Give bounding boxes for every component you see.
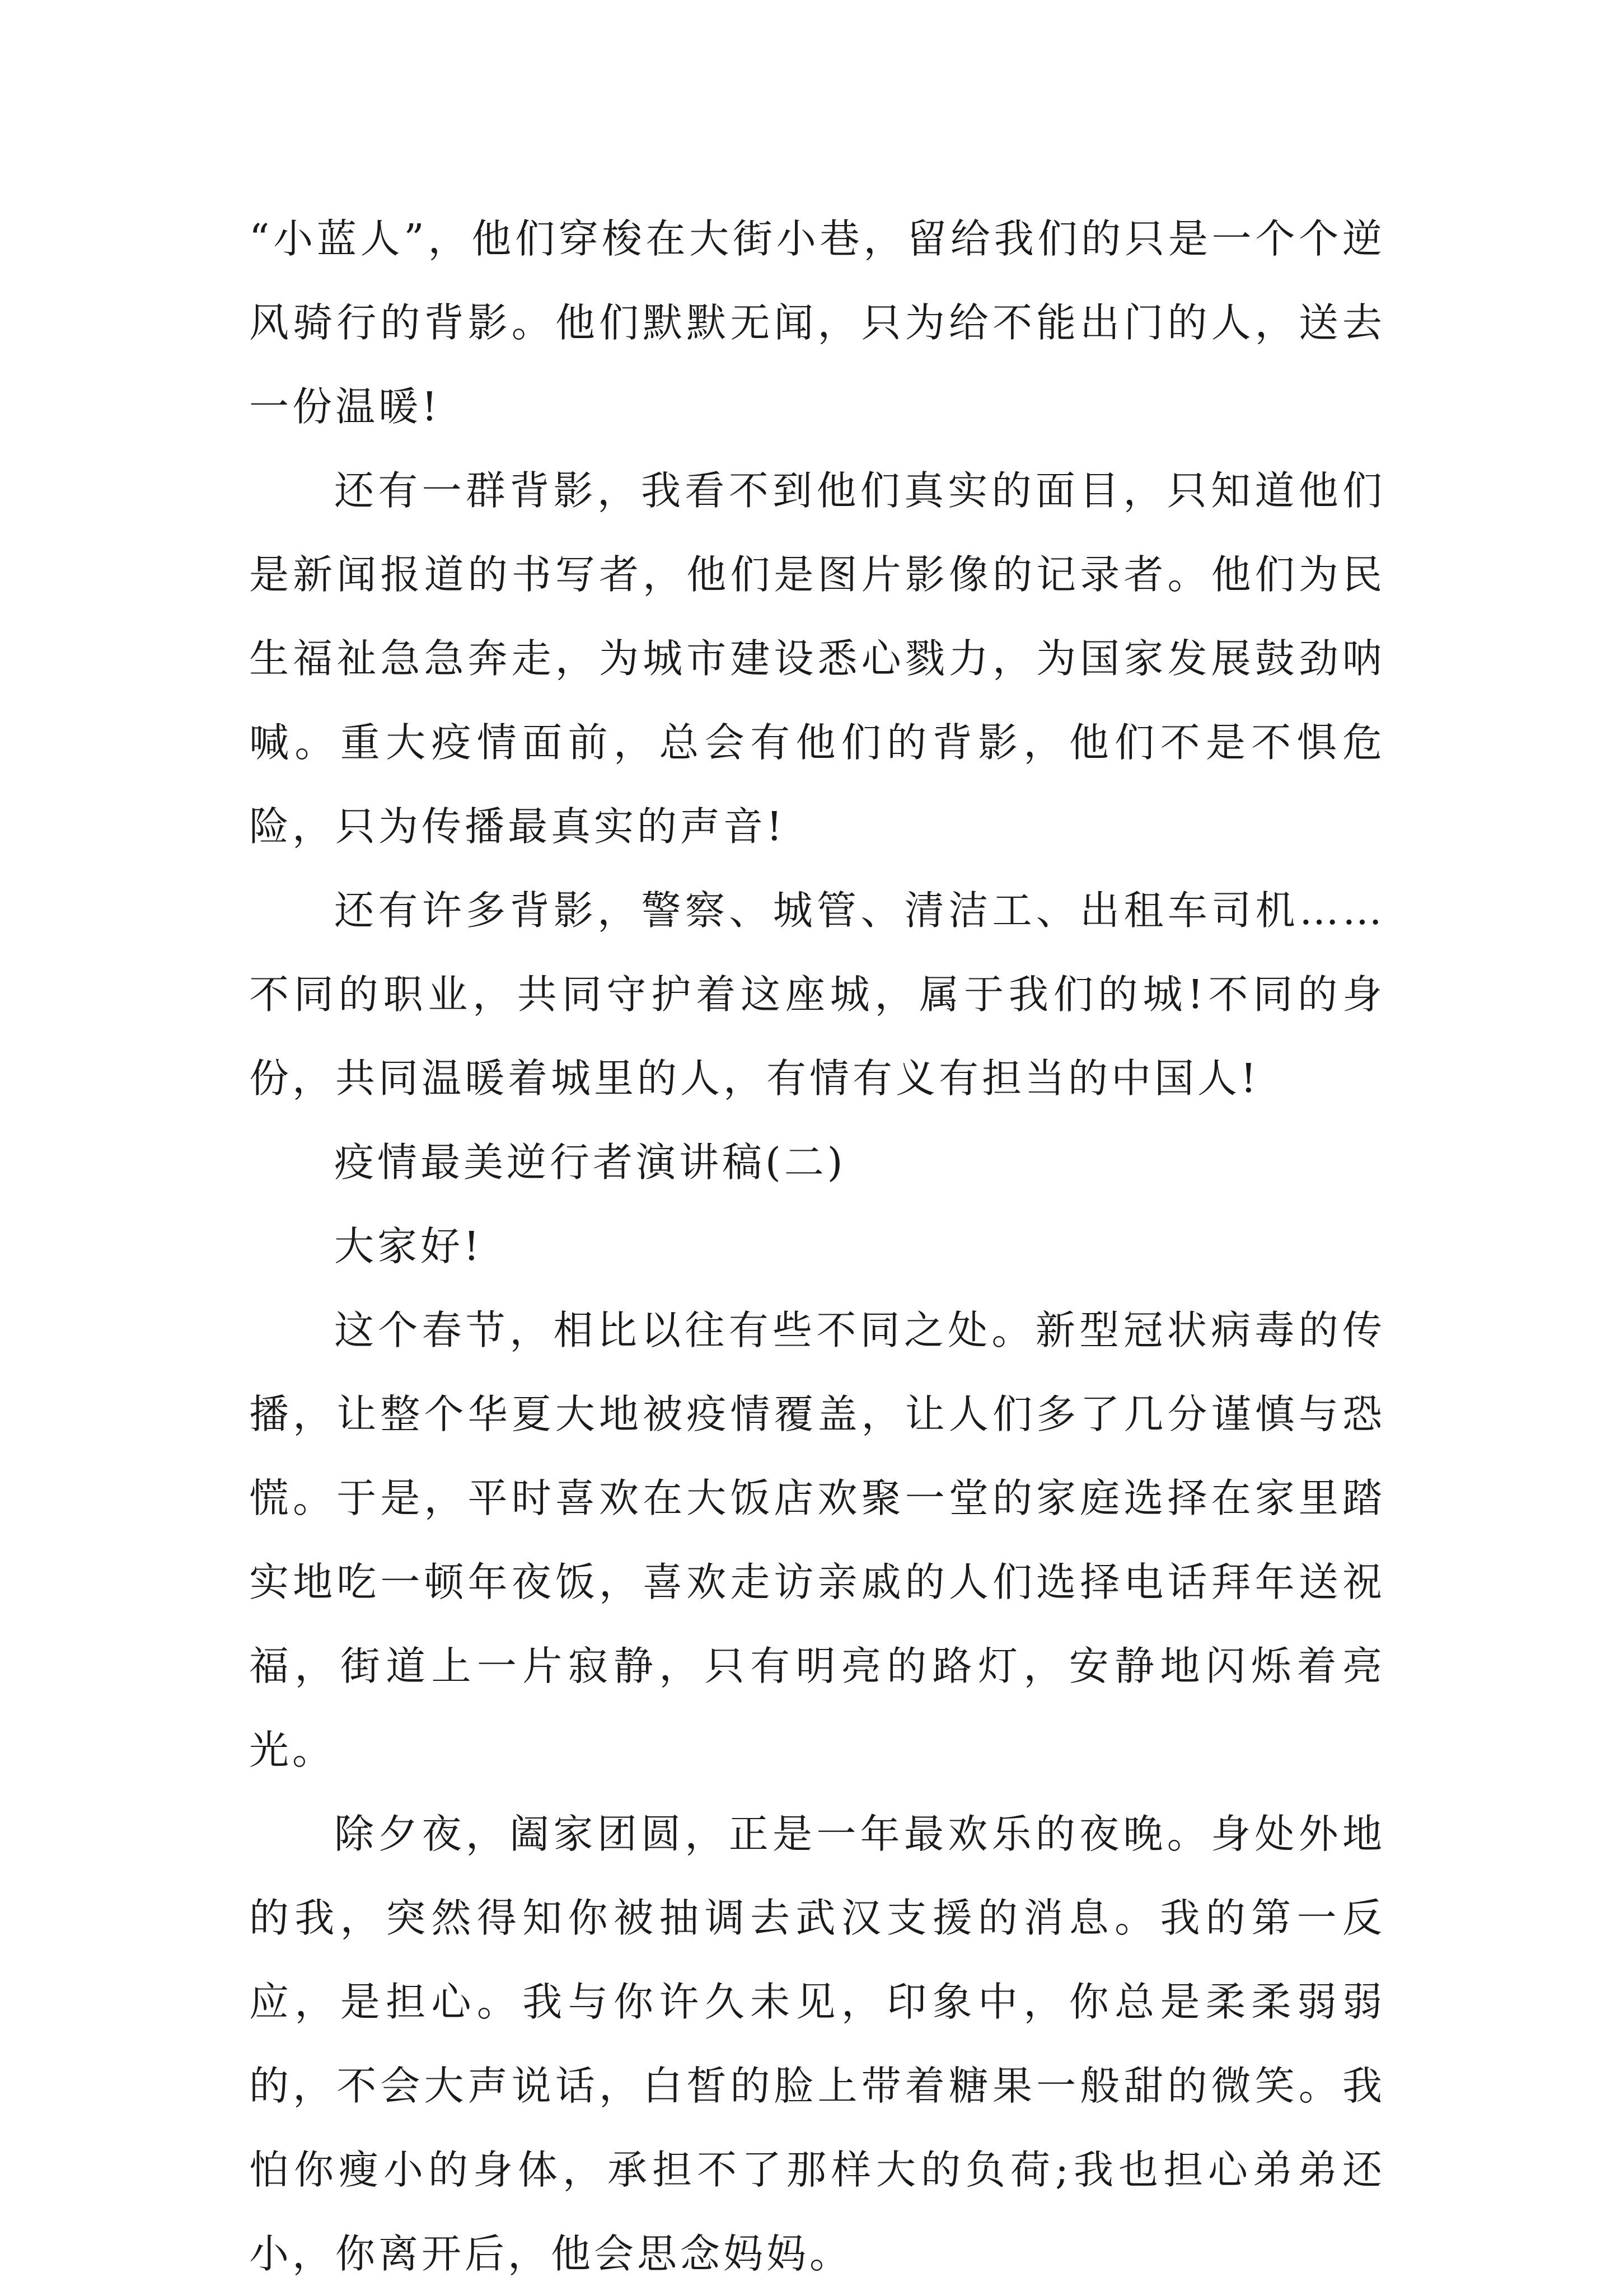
paragraph-continuation: “小蓝人”，他们穿梭在大街小巷，留给我们的只是一个个逆风骑行的背影。他们默默无闻，只为给不能出门的人，送去一份温暖! <box>249 215 1385 430</box>
document-body <box>249 197 1385 2296</box>
paragraph-spring-festival: 这个春节，相比以往有些不同之处。新型冠状病毒的传播，让整个华夏大地被疫情覆盖，让人们多了几分谨慎与恐慌。于是，平时喜欢在大饭店欢聚一堂的家庭选择在家里踏实地吃一顿年夜饭，喜欢走访亲戚的人们选择电话拜年送祝福，街道上一片寂静，只有明亮的路灯，安静地闪烁着亮光。 <box>249 1307 1385 1773</box>
section-heading: 疫情最美逆行者演讲稿(二) <box>334 1139 846 1186</box>
paragraph-journalists: 还有一群背影，我看不到他们真实的面目，只知道他们是新闻报道的书写者，他们是图片影像的记录者。他们为民生福祉急急奔走，为城市建设悉心戮力，为国家发展鼓劲呐喊。重大疫情面前，总会有他们的背影，他们不是不惧危险，只为传播最真实的声音! <box>249 467 1385 850</box>
paragraph-other-workers: 还有许多背影，警察、城管、清洁工、出租车司机……不同的职业，共同守护着这座城，属于我们的城!不同的身份，共同温暖着城里的人，有情有义有担当的中国人! <box>249 887 1385 1102</box>
paragraph-new-year-eve: 除夕夜，阖家团圆，正是一年最欢乐的夜晚。身处外地的我，突然得知你被抽调去武汉支援的消息。我的第一反应，是担心。我与你许久未见，印象中，你总是柔柔弱弱的，不会大声说话，白皙的脸上带着糖果一般甜的微笑。我怕你瘦小的身体，承担不了那样大的负荷;我也担心弟弟还小，你离开后，他会思念妈妈。 <box>249 1811 1385 2277</box>
greeting: 大家好! <box>334 1223 483 1269</box>
